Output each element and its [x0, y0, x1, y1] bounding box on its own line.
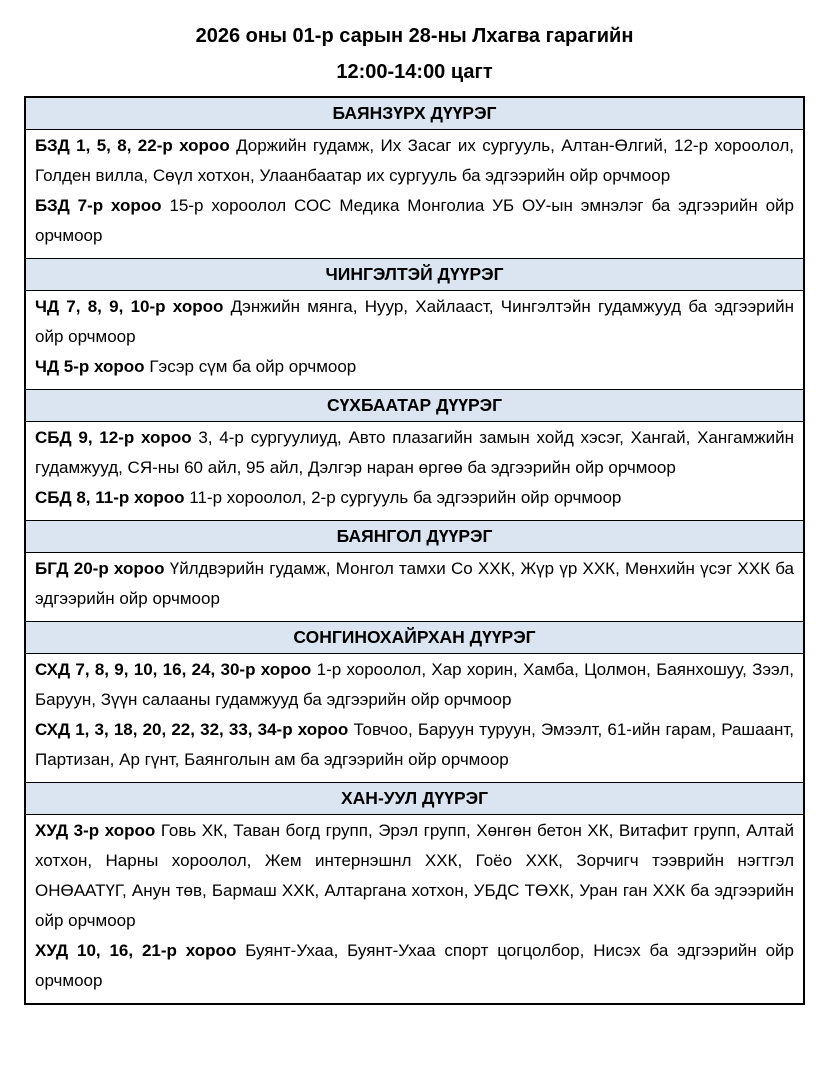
district-section	[26, 621, 803, 782]
district-section	[26, 782, 803, 1003]
khoroo-label: БГД 20-р хороо	[35, 559, 165, 578]
area-text: 11-р хороолол, 2-р сургууль ба эдгээрийн ойр орчмоор	[189, 488, 622, 507]
section-body	[26, 130, 803, 258]
section-header: СҮХБААТАР ДҮҮРЭГ	[26, 389, 803, 422]
khoroo-label: ХУД 10, 16, 21-р хороо	[35, 941, 237, 960]
section-header: СОНГИНОХАЙРХАН ДҮҮРЭГ	[26, 621, 803, 654]
section-header: БАЯНЗҮРХ ДҮҮРЭГ	[26, 98, 803, 130]
khoroo-label: СХД 1, 3, 18, 20, 22, 32, 33, 34-р хороо	[35, 720, 349, 739]
section-body	[26, 553, 803, 621]
entry-row	[35, 292, 794, 352]
khoroo-label: СХД 7, 8, 9, 10, 16, 24, 30-р хороо	[35, 660, 312, 679]
section-body	[26, 815, 803, 1003]
entry-row	[35, 423, 794, 483]
section-header: ЧИНГЭЛТЭЙ ДҮҮРЭГ	[26, 258, 803, 291]
khoroo-label: СБД 9, 12-р хороо	[35, 428, 192, 447]
section-header: БАЯНГОЛ ДҮҮРЭГ	[26, 520, 803, 553]
area-text: Үйлдвэрийн гудамж, Монгол тамхи Со ХХК, Жүр үр ХХК, Мөнхийн үсэг ХХК ба эдгээрийн ойр орчмоор	[35, 559, 794, 608]
entry-row	[35, 655, 794, 715]
section-body	[26, 422, 803, 520]
entry-row	[35, 131, 794, 191]
entry-row	[35, 483, 794, 513]
area-text: Товчоо, Баруун туруун, Эмээлт, 61-ийн гарам, Рашаант, Партизан, Ар гүнт, Баянголын ам ба эдгээрийн ойр орчмоор	[35, 720, 794, 769]
schedule-table	[24, 96, 805, 1005]
area-text: Дэнжийн мянга, Нуур, Хайлааст, Чингэлтэйн гудамжууд ба эдгээрийн ойр орчмоор	[35, 297, 794, 346]
area-text: Гэсэр сүм ба ойр орчмоор	[149, 357, 357, 376]
khoroo-label: СБД 8, 11-р хороо	[35, 488, 185, 507]
district-section	[26, 258, 803, 389]
section-body	[26, 654, 803, 782]
khoroo-label: ЧД 5-р хороо	[35, 357, 145, 376]
entry-row	[35, 715, 794, 775]
document-title-date: 2026 оны 01-р сарын 28-ны Лхагва гарагийн	[195, 25, 634, 47]
area-text: 15-р хороолол СОС Медика Монголиа УБ ОУ-ын эмнэлэг ба эдгээрийн ойр орчмоор	[35, 196, 794, 245]
area-text: Говь ХК, Таван богд групп, Эрэл групп, Хөнгөн бетон ХК, Витафит групп, Алтай хотхон, Нарны хороолол, Жем интернэшнл ХХК, Гоёо ХХК, Зорчигч тээврийн нэгтгэл ОНӨААТҮГ, Анун төв, Бармаш ХХК, Алтаргана хотхон, УБДС ТӨХК, Уран ган ХХК ба эдгээрийн ойр орчмоор	[35, 821, 794, 930]
section-body	[26, 291, 803, 389]
entry-row	[35, 191, 794, 251]
khoroo-label: БЗД 1, 5, 8, 22-р хороо	[35, 136, 230, 155]
area-text: 3, 4-р сургуулиуд, Авто плазагийн замын хойд хэсэг, Хангай, Хангамжийн гудамжууд, СЯ-ны 60 айл, 95 айл, Дэлгэр наран өргөө ба эдгээрийн ойр орчмоор	[35, 428, 794, 477]
section-header: ХАН-УУЛ ДҮҮРЭГ	[26, 782, 803, 815]
title-block	[24, 24, 805, 84]
entry-row	[35, 816, 794, 936]
district-section	[26, 520, 803, 621]
khoroo-label: БЗД 7-р хороо	[35, 196, 162, 215]
entry-row	[35, 352, 794, 382]
khoroo-label: ЧД 7, 8, 9, 10-р хороо	[35, 297, 224, 316]
area-text: Доржийн гудамж, Их Засаг их сургууль, Алтан-Өлгий, 12-р хороолол, Голден вилла, Сөүл хотхон, Улаанбаатар их сургууль ба эдгээрийн ойр орчмоор	[35, 136, 794, 185]
entry-row	[35, 554, 794, 614]
entry-row	[35, 936, 794, 996]
area-text: 1-р хороолол, Хар хорин, Хамба, Цолмон, Баянхошуу, Зээл, Баруун, Зүүн салааны гудамжууд ба эдгээрийн ойр орчмоор	[35, 660, 794, 709]
district-section	[26, 98, 803, 258]
area-text: Буянт-Ухаа, Буянт-Ухаа спорт цогцолбор, Нисэх ба эдгээрийн ойр орчмоор	[35, 941, 794, 990]
khoroo-label: ХУД 3-р хороо	[35, 821, 156, 840]
district-section	[26, 389, 803, 520]
document-title-time: 12:00-14:00 цагт	[336, 61, 493, 83]
